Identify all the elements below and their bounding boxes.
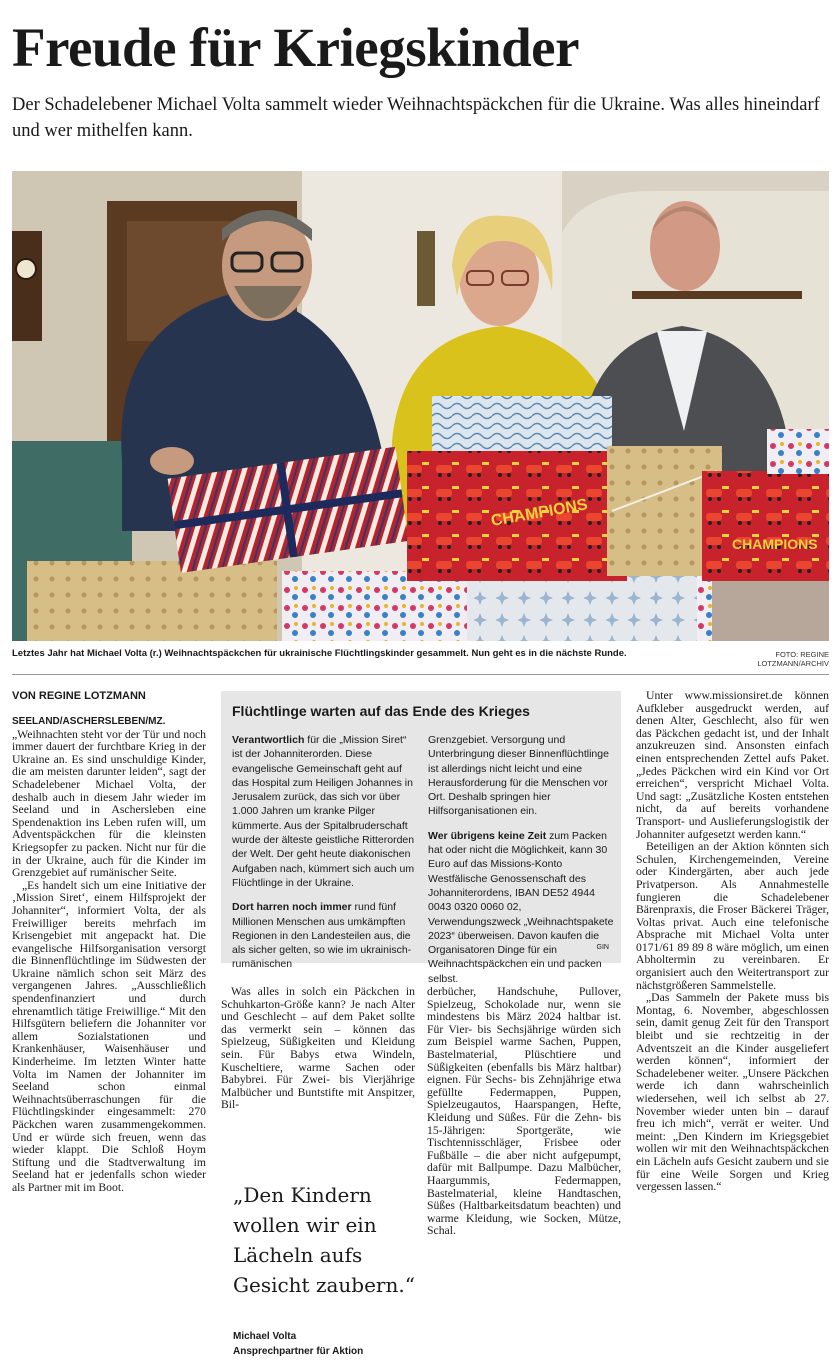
dateline: SEELAND/ASCHERSLEBEN/MZ.: [12, 716, 166, 727]
headline: Freude für Kriegskinder: [12, 17, 579, 78]
info-text: Grenzgebiet. Versorgung und Unterbringung dieser Binnenflüchtlinge ist allerdings nicht leicht und eine Herausforderung für die Menschen vor Ort. Deshalb springen hier Hilfsorganisationen ein.: [428, 734, 609, 818]
paragraph: „Es handelt sich um eine Initiative der ‚Mission Siret‘, einem Hilfsprojekt der Johanniter“, informiert Volta, der als Freiwilliger bereits mehrfach im Krisengebiet mit angepackt hat. Die evangelische Hilfsorganisation versorgt die Binnenflüchtlinge im Südwesten der Ukraine nämlich schon seit März des vergangenen Jahres. „Ausschließlich spendenfinanziert und durch ehrenamtlich tätige Freiwillige.“ Mit den Hilfsgütern beliefern die Johanniter vor allem Sozialstationen und Krankenhäuser, Waisenhäuser und Kinderheime. Im letzten Winter hatte Volta im Namen der Johanniter im Seeland schon einmal Weihnachtsüberraschungen für die Flüchtlingskinder eingesammelt: 270 Päckchen waren zusammengekommen. Und er würde sich freuen, wenn das wieder klappt. Die Schloß Hoym Stiftung und die Stadtverwaltung im Seeland hat er jedenfalls schon wieder als Partner mit im Boot.: [12, 878, 206, 1194]
pull-quote-name: Michael Volta: [233, 1331, 297, 1342]
paragraph: derbücher, Handschuhe, Pullover, Spielzeug, Schokolade nur, wenn sie mindestens bis März 2024 haltbar ist. Für Vier- bis Sechsjährige würden sich zum Beispiel warme Sachen, Puppen, Bastelmaterial, Plüschtiere und Süßigkeiten (ebenfalls bis März haltbar) eignen. Für Sechs- bis Zehnjährige etwa gefüllte Federmappen, Puppen, Spielzeugautos, Haarspangen, Hefte, Kleidung und Süßes. Für die Zehn- bis 15-Jährigen: Sportgeräte, wie Tischtennisschläger, Frisbee oder Fußbälle – die aber nicht aufgepumpt, dafür mit Ballpumpe. Dazu Malbücher, Haargummis, Federmappen, Bastelmaterial, kleine Handtaschen, Süßes (Haltbarkeitsdatum beachten) und warme Kleidung, wie Socken, Mütze, Schal.: [427, 985, 621, 1238]
article-column-2: [221, 986, 415, 1112]
paragraph: Unter www.missionsiret.de können Aufkleber ausgedruckt werden, auf denen Alter, Geschlecht, also für wen das Päckchen gedacht ist, und der Inhalt anzukreuzen sind. Ansonsten einfach einen entsprechenden Zettel aufs Paket. „Jedes Päckchen wird ein Kind vor Ort erreichen“, verspricht Michael Volta. Und sagt: „Zusätzliche Kosten entstehen nicht, da auf bereits vorhandene Transport- und Auslieferungslogistik der Johanniter aufgesetzt werden kann.“: [636, 689, 829, 841]
byline: VON REGINE LOTZMANN: [12, 690, 146, 702]
article-column-4: [636, 690, 829, 1194]
info-text: rund fünf Millionen Menschen aus umkämpften Regionen in den Landesteilen aus, die als sicher gelten, so wie im ukrainisch-rumänischen: [232, 901, 412, 971]
info-text: zum Packen hat oder nicht die Möglichkeit, kann 30 Euro auf das Missions-Konto Westfälische Genossenschaft des Johanniterordens, IBAN DE52 4944 0043 0320 0060 02, Verwendungszweck „Weihnachtspakete 2023“ überweisen. Davon kaufen die Organisatoren Dinge für ein Weihnachtspäckchen ein und packen selbst.: [428, 829, 614, 985]
pull-quote: „Den Kindern wollen wir ein Lächeln aufs Gesicht zaubern.“: [233, 1183, 415, 1297]
photo-credit: FOTO: REGINE LOTZMANN/ARCHIV: [757, 650, 829, 668]
paragraph: Was alles in solch ein Päckchen in Schuhkarton-Größe kann? Je nach Alter und Geschlecht – auf dem Paket sollte das vermerkt sein – können das Spielzeug, Süßigkeiten und Kleidung sein. Für Babys etwa Windeln, Kuscheltiere, warme Sachen oder Babybrei. Für Zwei- bis Vierjährige Malbücher und Buntstifte mit Anspitzer, Bil-: [221, 985, 415, 1112]
subheadline: Der Schadelebener Michael Volta sammelt wieder Weihnachtspäckchen für die Ukraine. Was alles hineindarf und wer mithelfen kann.: [12, 95, 820, 141]
info-lead: Wer übrigens keine Zeit: [428, 829, 547, 842]
info-text: für die „Mission Siret“ ist der Johanniterorden. Diese evangelische Gemeinschaft geht auf das Hospital zum Heiligen Johannes in Jerusalem zurück, das sich vor über 1.000 Jahren um kranke Pilger kümmerte. Aus der Spitalbruderschaft wurde der älteste geistliche Ritterorden der Welt. Der geht heute diakonischen Aufgaben nach, kümmert sich auch um Flüchtlinge in der Ukraine.: [232, 734, 415, 889]
article-column-1: [12, 716, 206, 1195]
paragraph: „Weihnachten steht vor der Tür und noch immer dauert der furchtbare Krieg in der Ukraine an. Es sind unschuldige Kinder, die am meisten darunter leiden“, sagt der Schadelebener Michael Volta, der deshalb auch in diesem Jahr wieder im Seeland und in Aschersleben eine Spendenaktion ins Leben rufen will, um Adventspäckchen für die kleinsten Kriegsopfer zu packen. Nicht nur für die in der Ukraine, auch für die Kinder im Grenzgebiet auf rumänischer Seite.: [12, 727, 206, 880]
pull-quote-attribution: [233, 1329, 363, 1359]
info-lead: Verantwortlich: [232, 734, 305, 746]
info-box-column-right: [428, 733, 614, 996]
photo-caption: Letztes Jahr hat Michael Volta (r.) Weihnachtspäckchen für ukrainische Flüchtlingskinder gesammelt. Nun geht es in die nächste Runde.: [12, 648, 627, 659]
paragraph: Beteiligen an der Aktion könnten sich Schulen, Kirchengemeinden, Vereine oder Kindergärten, aber auch jede Privatperson. Als Annahmestelle fungieren die Schadelebener Bärenpraxis, die Froser Bäckerei Träger, Voltas privat. Auch eine telefonische Absprache mit Michael Volta unter 0171/61 89 89 8 wäre möglich, um einen Abholtermin zu vereinbaren. Er organisiert auch den Weitertransport zur nächstgrößeren Sammelstelle.: [636, 840, 829, 992]
info-box-title: Flüchtlinge warten auf das Ende des Krieges: [232, 703, 530, 719]
info-lead: Dort harren noch immer: [232, 901, 352, 914]
pull-quote-role: Ansprechpartner für Aktion: [233, 1346, 364, 1357]
info-box-column-left: [232, 733, 418, 982]
gift-label: CHAMPIONS: [489, 496, 589, 530]
info-box-author-tag: GIN: [596, 944, 609, 951]
info-box: [221, 691, 621, 985]
article-column-3: [427, 986, 621, 1238]
divider: [12, 674, 829, 675]
article-photo: [12, 171, 829, 641]
gift-label: CHAMPIONS: [732, 536, 818, 552]
paragraph: „Das Sammeln der Pakete muss bis Montag, 6. November, abgeschlossen sein, damit genug Zeit für den Transport bleibt und sie rechtzeitig in der Adventszeit an die Kinder ausgeliefert werden können“, informiert der Schadelebener weiter. „Unsere Päckchen werde ich dann wahrscheinlich wiedersehen, weil ich selbst ab 27. November wieder unten bin – darauf freu ich mich“, verrät er weiter. Und meint: „Den Kindern im Kriegsgebiet wollen wir mit den Weihnachtspäckchen ein Lächeln aufs Gesicht zaubern und sie für eine Weile Sorgen und Krieg vergessen lassen.“: [636, 991, 829, 1194]
